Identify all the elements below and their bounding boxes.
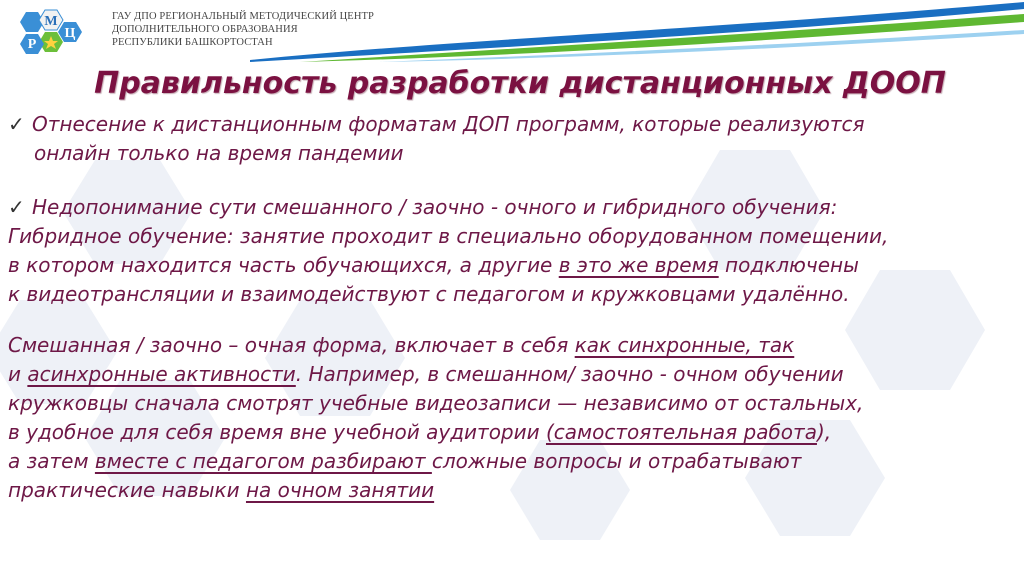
organization-name <box>112 10 374 49</box>
paragraph-3-line-5: а затем вместе с педагогом разбирают сложные вопросы и отрабатывают <box>8 449 802 473</box>
underlined-phrase: вместе с педагогом разбирают <box>94 449 432 473</box>
paragraph-2-line-3: в котором находится часть обучающихся, а другие в это же время подключены <box>8 253 859 277</box>
logo-letter-r: Р <box>27 37 37 52</box>
paragraph-3-line-1: Смешанная / заочно – очная форма, включает в себя как синхронные, так <box>8 333 795 357</box>
paragraph-3-line-2: и асинхронные активности. Например, в смешанном/ заочно - очном обучении <box>8 362 844 386</box>
paragraph-3-line-3: кружковцы сначала смотрят учебные видеозаписи — независимо от остальных, <box>8 391 864 415</box>
rmc-logo <box>6 8 84 56</box>
logo-letter-ts: Ц <box>64 26 76 41</box>
paragraph-3-line-4: в удобное для себя время вне учебной аудитории (самостоятельная работа), <box>8 420 832 444</box>
checkmark-icon: ✓ <box>8 195 25 219</box>
paragraph-1-line-1: ✓ Отнесение к дистанционным форматам ДОП программ, которые реализуются <box>8 110 1018 139</box>
slide-content <box>8 110 1018 505</box>
underlined-phrase: (самостоятельная работа <box>545 420 817 444</box>
underlined-phrase: в это же время <box>558 253 719 277</box>
underlined-phrase: на очном занятии <box>245 478 435 502</box>
underlined-phrase: асинхронные активности <box>27 362 296 386</box>
paragraph-2-line-4: к видеотрансляции и взаимодействуют с педагогом и кружковцами удалённо. <box>8 282 850 306</box>
slide-title: Правильность разработки дистанционных ДООП <box>94 66 946 101</box>
paragraph-2-line-1: ✓ Недопонимание сути смешанного / заочно - очного и гибридного обучения: <box>8 193 1018 222</box>
checkmark-icon: ✓ <box>8 112 25 136</box>
underlined-phrase: как синхронные, так <box>574 333 795 357</box>
org-line-1: ГАУ ДПО РЕГИОНАЛЬНЫЙ МЕТОДИЧЕСКИЙ ЦЕНТР <box>112 11 374 22</box>
paragraph-1-line-2: онлайн только на время пандемии <box>34 141 404 165</box>
org-line-2: ДОПОЛНИТЕЛЬНОГО ОБРАЗОВАНИЯ <box>112 24 298 35</box>
logo-letter-m: М <box>44 14 58 29</box>
paragraph-3-line-6: практические навыки на очном занятии <box>8 478 435 502</box>
org-line-3: РЕСПУБЛИКИ БАШКОРТОСТАН <box>112 37 273 48</box>
paragraph-2-line-2: Гибридное обучение: занятие проходит в специально оборудованном помещении, <box>8 224 889 248</box>
header-banner <box>0 0 1024 62</box>
